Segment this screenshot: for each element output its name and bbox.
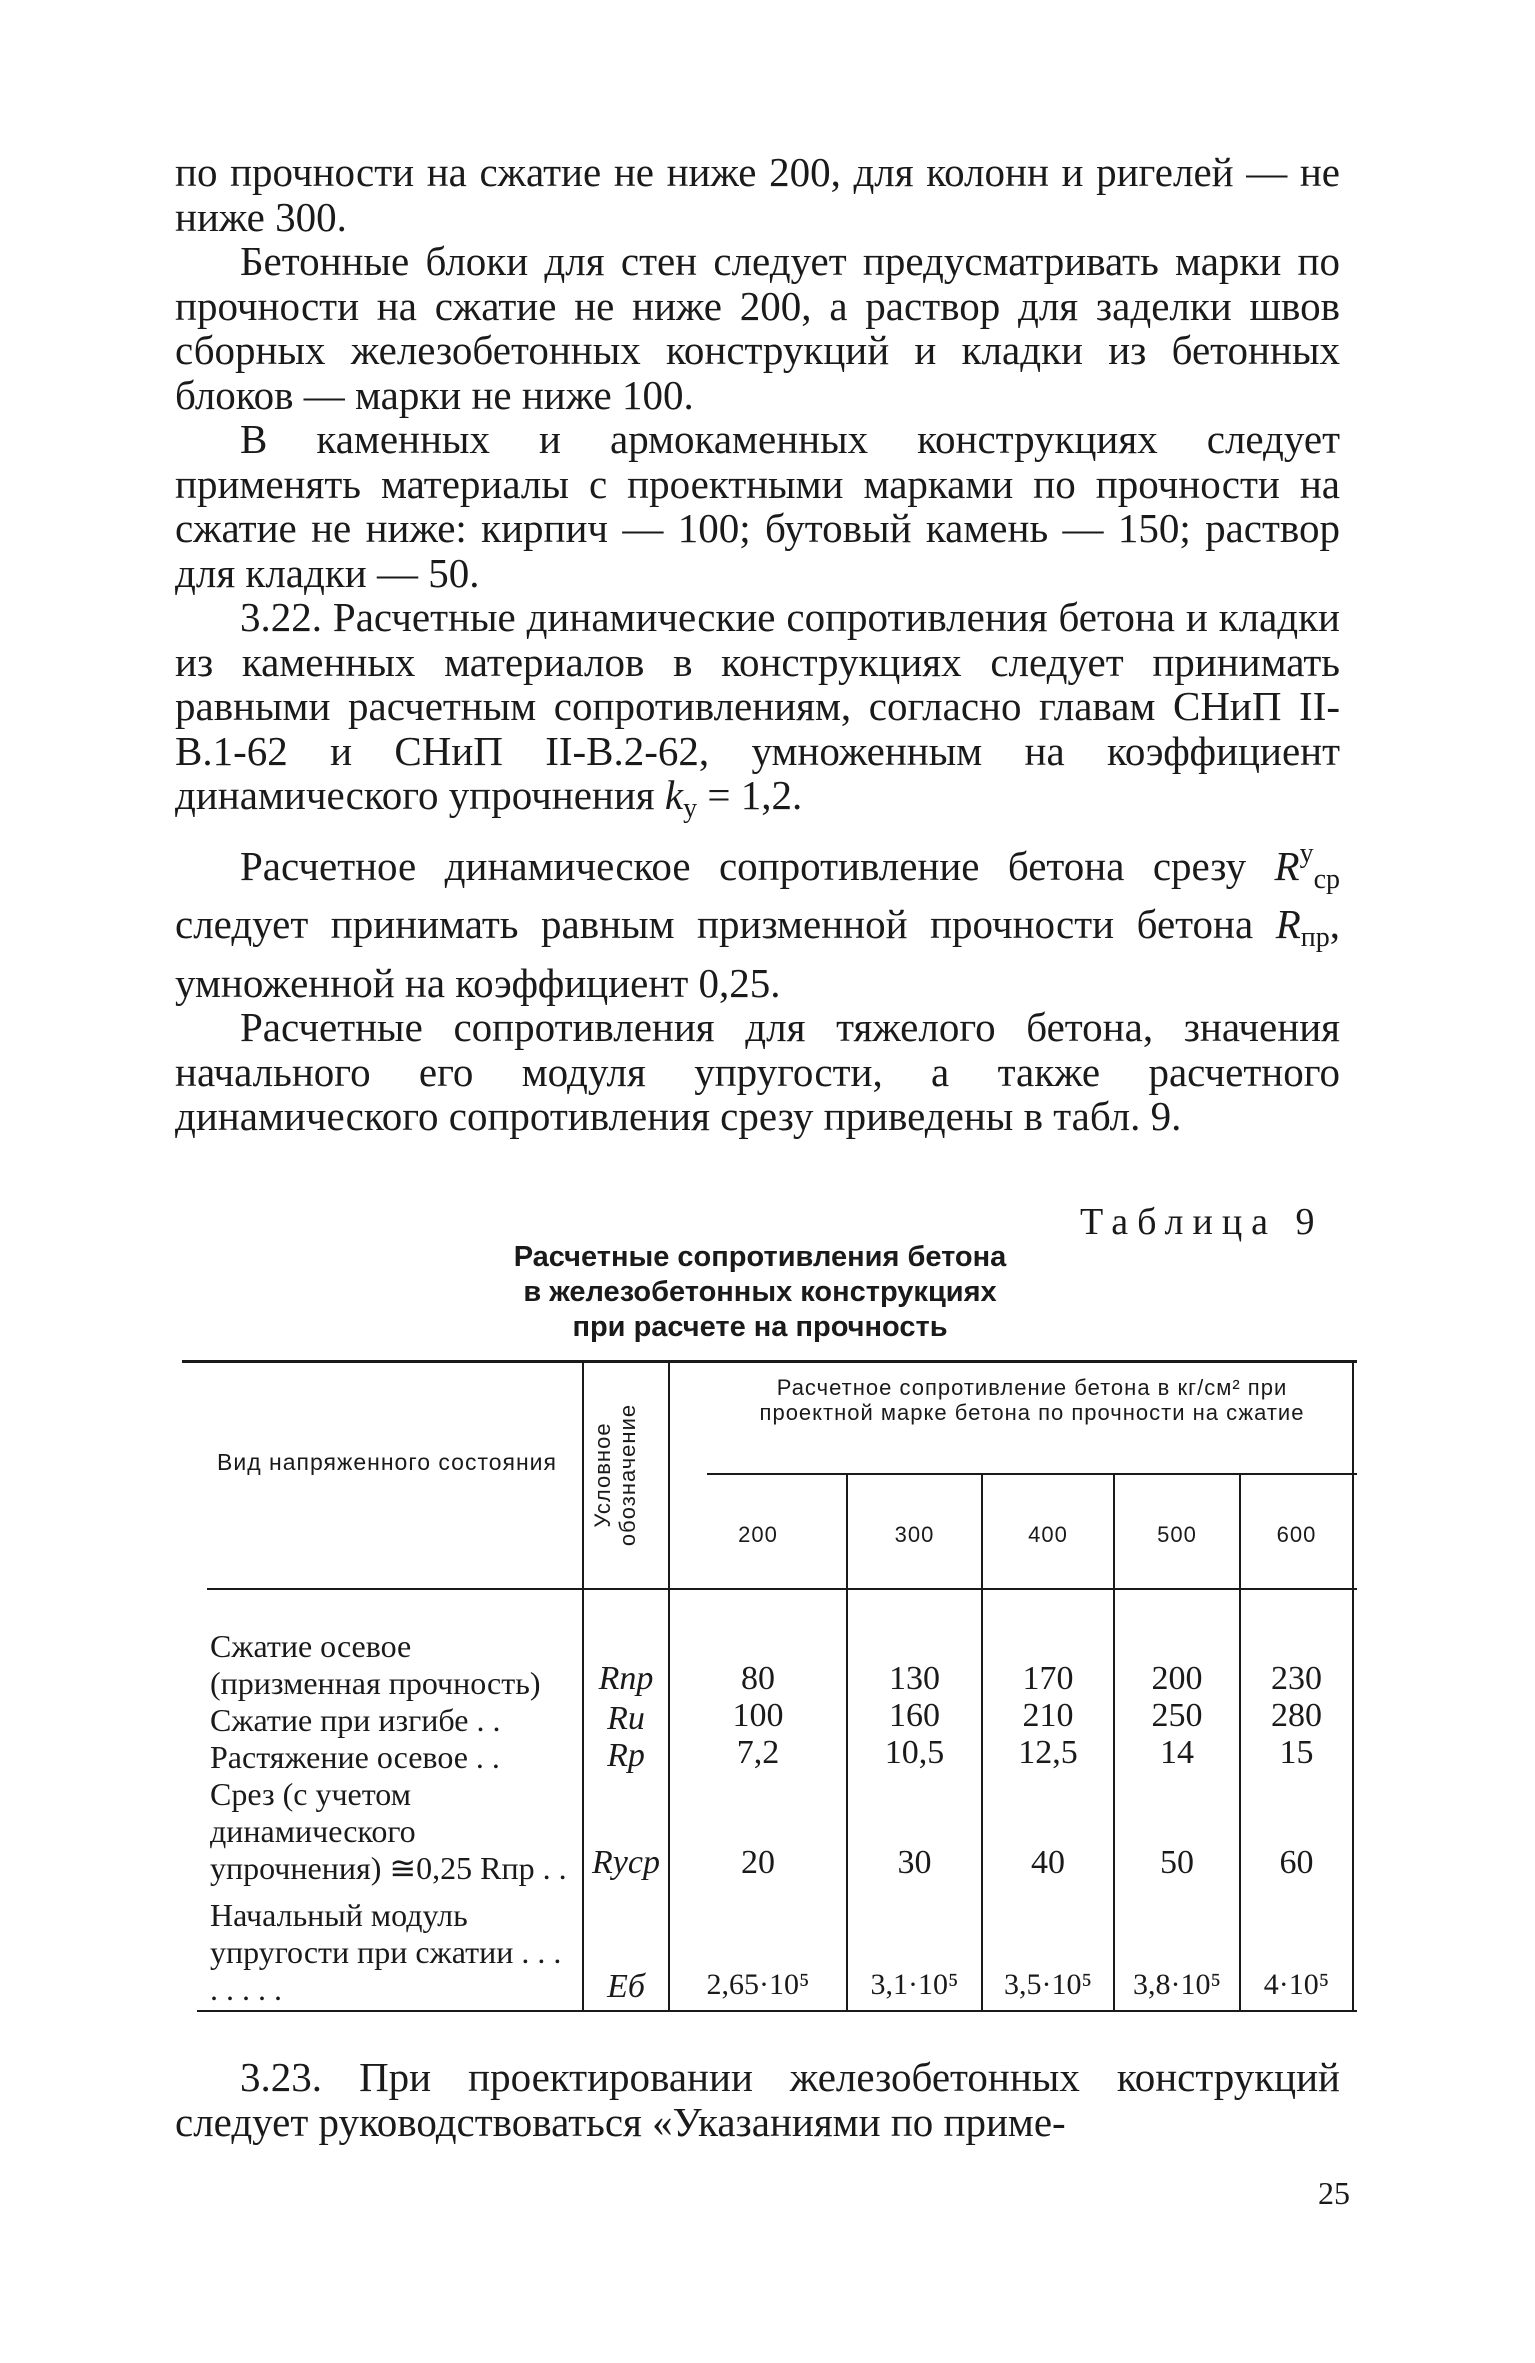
symbol-cell: Rпр [598, 1660, 654, 1697]
header-bottom-rule [207, 1588, 1357, 1590]
table-label: Таблица 9 [1080, 1201, 1324, 1243]
body-text [175, 150, 1340, 1139]
col-header-symbol: Условное обозначение [590, 1403, 640, 1547]
coef-symbol: k [664, 772, 684, 818]
paragraph-1: по прочности на сжатие не ниже 200, для колонн и ригелей — не ниже 300. [175, 149, 1340, 240]
value-cell: 130 [889, 1660, 940, 1697]
table-top-rule [182, 1360, 1357, 1363]
grade-header: 500 [1157, 1522, 1197, 1547]
r-symbol: R [1274, 842, 1300, 889]
caption-line: при расчете на прочность [572, 1311, 948, 1343]
table-right-border [1352, 1363, 1354, 2010]
value-cell: 230 [1271, 1660, 1322, 1697]
section-number: 3.22. [240, 594, 322, 640]
paragraph-5 [175, 832, 1340, 1006]
rpr-subscript: пр [1300, 922, 1330, 953]
grade-header: 300 [894, 1522, 935, 1547]
grade-header: 200 [738, 1522, 778, 1547]
value-cell: 280 [1271, 1697, 1322, 1734]
paragraph-text: Расчетное динамическое сопротивление бетона срезу [240, 842, 1247, 889]
r-superscript: у [1299, 837, 1314, 869]
caption-line: Расчетные сопротивления бетона [513, 1241, 1007, 1273]
table-caption [440, 1240, 1080, 1345]
row-label: Сжатие осевое (призменная прочность) [210, 1628, 541, 1701]
value-cell: 170 [1022, 1660, 1074, 1697]
value-cell: 30 [897, 1844, 932, 1881]
paragraph-text: следует принимать равным призменной прочности бетона [175, 901, 1276, 947]
r-subscript: ср [1313, 863, 1340, 895]
value-cell: 2,65·10⁵ [706, 1968, 810, 2001]
value-cell: 3,1·10⁵ [870, 1968, 959, 2001]
data-table [182, 1360, 1357, 2010]
section-number: 3.23. [240, 2054, 322, 2100]
footer-paragraph [175, 2055, 1340, 2144]
col-divider [582, 1363, 584, 2010]
value-cell: 12,5 [1018, 1734, 1078, 1771]
paragraph-text: При проектировании железобетонных конструкций следует руководствоваться «Указаниями по приме- [175, 2054, 1341, 2145]
rpr-symbol: R [1275, 901, 1301, 947]
value-cell: 210 [1022, 1697, 1074, 1734]
group-rule [707, 1473, 1357, 1475]
value-cell: 10,5 [884, 1734, 945, 1771]
row-label: Растяжение осевое . . [210, 1739, 500, 1775]
grade-header: 400 [1028, 1522, 1068, 1547]
value-cell: 20 [741, 1844, 775, 1881]
paragraph-text: , умноженной на коэффициент 0,25. [175, 901, 1340, 1006]
value-cell: 60 [1279, 1844, 1314, 1881]
symbol-cell: Rр [607, 1737, 645, 1774]
paragraph-3-22 [175, 595, 1340, 832]
value-cell: 14 [1160, 1734, 1194, 1771]
row-label: Срез (с учетом динамического упрочнения) ≅0,25 Rпр . . [210, 1776, 567, 1886]
paragraph-text: Расчетные динамические сопротивления бетона и кладки из каменных материалов в конструкциях следует принимать равными расчетным сопротивлениям, согласно главам СНиП II-В.1-62 и СНиП II-В.2-62, умноженным на коэффициент динамического упрочнения [175, 594, 1341, 818]
symbol-cell: Rи [607, 1700, 645, 1737]
paragraph-2: Бетонные блоки для стен следует предусматривать марки по прочности на сжатие не ниже 200, а раствор для заделки швов сборных железобетонных конструкций и кладки из бетонных блоков — марки не ниже 100. [175, 238, 1340, 418]
value-cell: 40 [1031, 1844, 1065, 1881]
col-divider [668, 1363, 670, 2010]
page-number: 25 [1318, 2175, 1350, 2211]
group-header: Расчетное сопротивление бетона в кг/см² при проектной марке бетона по прочности на сжатие [759, 1375, 1305, 1425]
value-cell: 7,2 [736, 1734, 780, 1771]
paragraph-3-23 [175, 2055, 1340, 2144]
coef-value: = 1,2. [697, 772, 803, 818]
table-bottom-rule [197, 2010, 1357, 2012]
paragraph-3: В каменных и армокаменных конструкциях следует применять материалы с проектными марками по прочности на сжатие не ниже: кирпич — 100; бутовый камень — 150; раствор для кладки — 50. [175, 416, 1340, 596]
value-cell: 50 [1160, 1844, 1194, 1881]
caption-line: в железобетонных конструкциях [523, 1276, 997, 1308]
symbol-cell: Rуср [592, 1844, 660, 1881]
value-cell: 15 [1279, 1734, 1314, 1771]
row-label: Сжатие при изгибе . . [210, 1702, 501, 1738]
value-cell: 4·10⁵ [1263, 1968, 1330, 2001]
value-cell: 80 [741, 1660, 775, 1697]
value-cell: 160 [889, 1697, 940, 1734]
value-cell: 3,8·10⁵ [1133, 1968, 1221, 2001]
value-cell: 100 [732, 1697, 784, 1734]
row-label: Начальный модуль упругости при сжатии . . . . . . . . [210, 1897, 562, 2007]
symbol-cell: Eб [607, 1968, 645, 2005]
value-cell: 3,5·10⁵ [1004, 1968, 1092, 2001]
value-cell: 250 [1151, 1697, 1203, 1734]
coef-subscript: у [683, 793, 698, 824]
col-header-state: Вид напряженного состояния [217, 1449, 557, 1475]
paragraph-6: Расчетные сопротивления для тяжелого бетона, значения начального его модуля упругости, а также расчетного динамического сопротивления срезу приведены в табл. 9. [175, 1004, 1340, 1139]
value-cell: 200 [1151, 1660, 1203, 1697]
grade-header: 600 [1276, 1522, 1317, 1547]
